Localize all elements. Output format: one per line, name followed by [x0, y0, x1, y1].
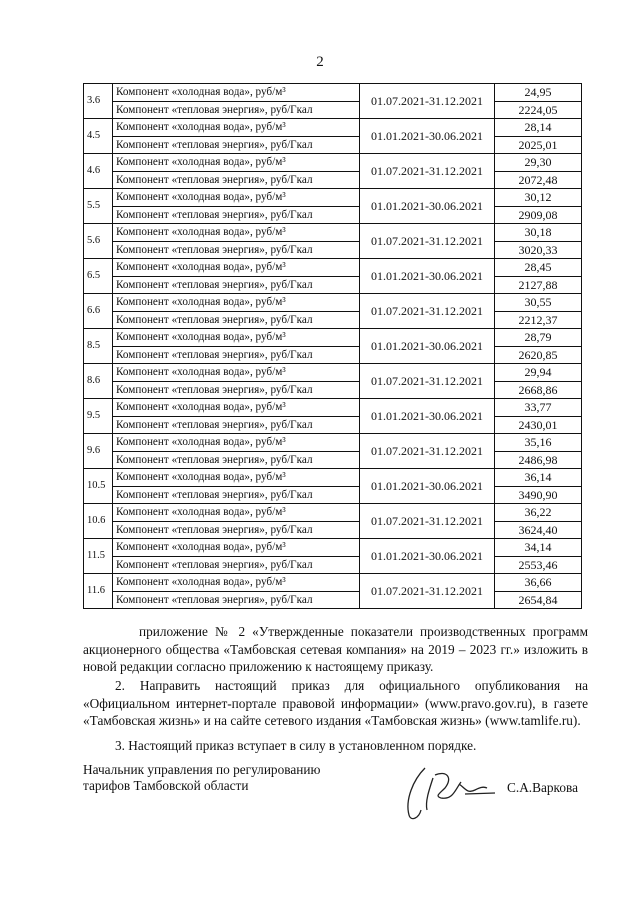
table-row — [84, 469, 582, 487]
water-component-label: Компонент «холодная вода», руб/м³ — [113, 539, 360, 557]
water-component-label: Компонент «холодная вода», руб/м³ — [113, 119, 360, 137]
water-component-label: Компонент «холодная вода», руб/м³ — [113, 189, 360, 207]
paragraph-2: 2. Направить настоящий приказ для официального опубликования на «Официальном интернет-портале правовой информации» (www.pravo.gov.ru), в газете «Тамбовская жизнь» и на сайте сетевого издания «Тамбовская жизнь» (www.tamlife.ru). — [83, 678, 588, 728]
water-value: 24,95 — [495, 84, 582, 102]
period-cell: 01.07.2021-31.12.2021 — [360, 154, 495, 189]
heat-component-label: Компонент «тепловая энергия», руб/Гкал — [113, 346, 360, 364]
water-component-label: Компонент «холодная вода», руб/м³ — [113, 364, 360, 382]
period-cell: 01.07.2021-31.12.2021 — [360, 294, 495, 329]
heat-component-label: Компонент «тепловая энергия», руб/Гкал — [113, 311, 360, 329]
period-cell: 01.01.2021-30.06.2021 — [360, 539, 495, 574]
water-value: 30,55 — [495, 294, 582, 312]
row-number: 8.5 — [84, 329, 113, 364]
table-row — [84, 84, 582, 102]
row-number: 10.6 — [84, 504, 113, 539]
table-row — [84, 556, 582, 574]
period-cell: 01.01.2021-30.06.2021 — [360, 259, 495, 294]
heat-value: 2224,05 — [495, 101, 582, 119]
period-cell: 01.07.2021-31.12.2021 — [360, 364, 495, 399]
heat-value: 2553,46 — [495, 556, 582, 574]
table-row — [84, 311, 582, 329]
water-component-label: Компонент «холодная вода», руб/м³ — [113, 329, 360, 347]
heat-value: 3624,40 — [495, 521, 582, 539]
row-number: 9.6 — [84, 434, 113, 469]
water-value: 34,14 — [495, 539, 582, 557]
table-row — [84, 346, 582, 364]
paragraph-3: 3. Настоящий приказ вступает в силу в установленном порядке. — [115, 738, 477, 753]
water-component-label: Компонент «холодная вода», руб/м³ — [113, 224, 360, 242]
period-cell: 01.01.2021-30.06.2021 — [360, 119, 495, 154]
heat-component-label: Компонент «тепловая энергия», руб/Гкал — [113, 171, 360, 189]
period-cell: 01.07.2021-31.12.2021 — [360, 574, 495, 609]
water-component-label: Компонент «холодная вода», руб/м³ — [113, 504, 360, 522]
row-number: 11.5 — [84, 539, 113, 574]
heat-component-label: Компонент «тепловая энергия», руб/Гкал — [113, 241, 360, 259]
table-row — [84, 591, 582, 609]
heat-component-label: Компонент «тепловая энергия», руб/Гкал — [113, 591, 360, 609]
table-row — [84, 119, 582, 137]
page-number: 2 — [316, 54, 324, 70]
heat-value: 2620,85 — [495, 346, 582, 364]
table-row — [84, 574, 582, 592]
row-number: 8.6 — [84, 364, 113, 399]
water-value: 30,18 — [495, 224, 582, 242]
water-value: 36,14 — [495, 469, 582, 487]
row-number: 3.6 — [84, 84, 113, 119]
table-row — [84, 189, 582, 207]
period-cell: 01.07.2021-31.12.2021 — [360, 84, 495, 119]
heat-component-label: Компонент «тепловая энергия», руб/Гкал — [113, 556, 360, 574]
table-row — [84, 416, 582, 434]
heat-component-label: Компонент «тепловая энергия», руб/Гкал — [113, 206, 360, 224]
heat-component-label: Компонент «тепловая энергия», руб/Гкал — [113, 101, 360, 119]
water-component-label: Компонент «холодная вода», руб/м³ — [113, 154, 360, 172]
signatory-title — [83, 762, 320, 794]
heat-value: 3490,90 — [495, 486, 582, 504]
water-component-label: Компонент «холодная вода», руб/м³ — [113, 294, 360, 312]
heat-value: 2025,01 — [495, 136, 582, 154]
row-number: 5.6 — [84, 224, 113, 259]
table-row — [84, 241, 582, 259]
row-number: 10.5 — [84, 469, 113, 504]
table-row — [84, 486, 582, 504]
row-number: 9.5 — [84, 399, 113, 434]
water-value: 36,22 — [495, 504, 582, 522]
heat-value: 2072,48 — [495, 171, 582, 189]
water-value: 33,77 — [495, 399, 582, 417]
period-cell: 01.01.2021-30.06.2021 — [360, 189, 495, 224]
water-component-label: Компонент «холодная вода», руб/м³ — [113, 259, 360, 277]
water-component-label: Компонент «холодная вода», руб/м³ — [113, 399, 360, 417]
table-row — [84, 329, 582, 347]
period-cell: 01.01.2021-30.06.2021 — [360, 399, 495, 434]
heat-value: 2909,08 — [495, 206, 582, 224]
heat-value: 2654,84 — [495, 591, 582, 609]
table-row — [84, 521, 582, 539]
heat-value: 2127,88 — [495, 276, 582, 294]
table-row — [84, 399, 582, 417]
heat-component-label: Компонент «тепловая энергия», руб/Гкал — [113, 136, 360, 154]
heat-component-label: Компонент «тепловая энергия», руб/Гкал — [113, 276, 360, 294]
table-row — [84, 451, 582, 469]
heat-value: 2486,98 — [495, 451, 582, 469]
table-row — [84, 206, 582, 224]
signatory-title-line-2: тарифов Тамбовской области — [83, 778, 249, 793]
water-value: 28,79 — [495, 329, 582, 347]
heat-value: 2212,37 — [495, 311, 582, 329]
table-row — [84, 276, 582, 294]
row-number: 6.5 — [84, 259, 113, 294]
water-value: 28,14 — [495, 119, 582, 137]
table-row — [84, 101, 582, 119]
heat-component-label: Компонент «тепловая энергия», руб/Гкал — [113, 451, 360, 469]
heat-value: 2668,86 — [495, 381, 582, 399]
period-cell: 01.07.2021-31.12.2021 — [360, 224, 495, 259]
handwritten-signature — [395, 760, 505, 830]
period-cell: 01.07.2021-31.12.2021 — [360, 504, 495, 539]
row-number: 4.6 — [84, 154, 113, 189]
table-row — [84, 539, 582, 557]
table-row — [84, 136, 582, 154]
table-row — [84, 504, 582, 522]
water-value: 30,12 — [495, 189, 582, 207]
heat-value: 2430,01 — [495, 416, 582, 434]
heat-component-label: Компонент «тепловая энергия», руб/Гкал — [113, 381, 360, 399]
table-row — [84, 434, 582, 452]
period-cell: 01.01.2021-30.06.2021 — [360, 329, 495, 364]
tariff-table — [83, 83, 582, 609]
water-component-label: Компонент «холодная вода», руб/м³ — [113, 574, 360, 592]
heat-value: 3020,33 — [495, 241, 582, 259]
row-number: 11.6 — [84, 574, 113, 609]
water-value: 36,66 — [495, 574, 582, 592]
table-row — [84, 154, 582, 172]
water-component-label: Компонент «холодная вода», руб/м³ — [113, 469, 360, 487]
water-component-label: Компонент «холодная вода», руб/м³ — [113, 84, 360, 102]
water-value: 29,30 — [495, 154, 582, 172]
table-row — [84, 364, 582, 382]
water-value: 29,94 — [495, 364, 582, 382]
period-cell: 01.07.2021-31.12.2021 — [360, 434, 495, 469]
table-row — [84, 224, 582, 242]
water-component-label: Компонент «холодная вода», руб/м³ — [113, 434, 360, 452]
table-row — [84, 381, 582, 399]
heat-component-label: Компонент «тепловая энергия», руб/Гкал — [113, 486, 360, 504]
signatory-title-line-1: Начальник управления по регулированию — [83, 762, 321, 777]
water-value: 35,16 — [495, 434, 582, 452]
period-cell: 01.01.2021-30.06.2021 — [360, 469, 495, 504]
heat-component-label: Компонент «тепловая энергия», руб/Гкал — [113, 416, 360, 434]
signatory-name: С.А.Варкова — [507, 780, 578, 795]
water-value: 28,45 — [495, 259, 582, 277]
heat-component-label: Компонент «тепловая энергия», руб/Гкал — [113, 521, 360, 539]
paragraph-1: приложение № 2 «Утвержденные показатели производственных программ акционерного общества «Тамбовская сетевая компания» на 2019 – 2023 гг.» изложить в новой редакции согласно приложению к настоящему приказу. — [83, 624, 588, 674]
row-number: 4.5 — [84, 119, 113, 154]
table-row — [84, 294, 582, 312]
table-row — [84, 259, 582, 277]
row-number: 6.6 — [84, 294, 113, 329]
table-row — [84, 171, 582, 189]
row-number: 5.5 — [84, 189, 113, 224]
